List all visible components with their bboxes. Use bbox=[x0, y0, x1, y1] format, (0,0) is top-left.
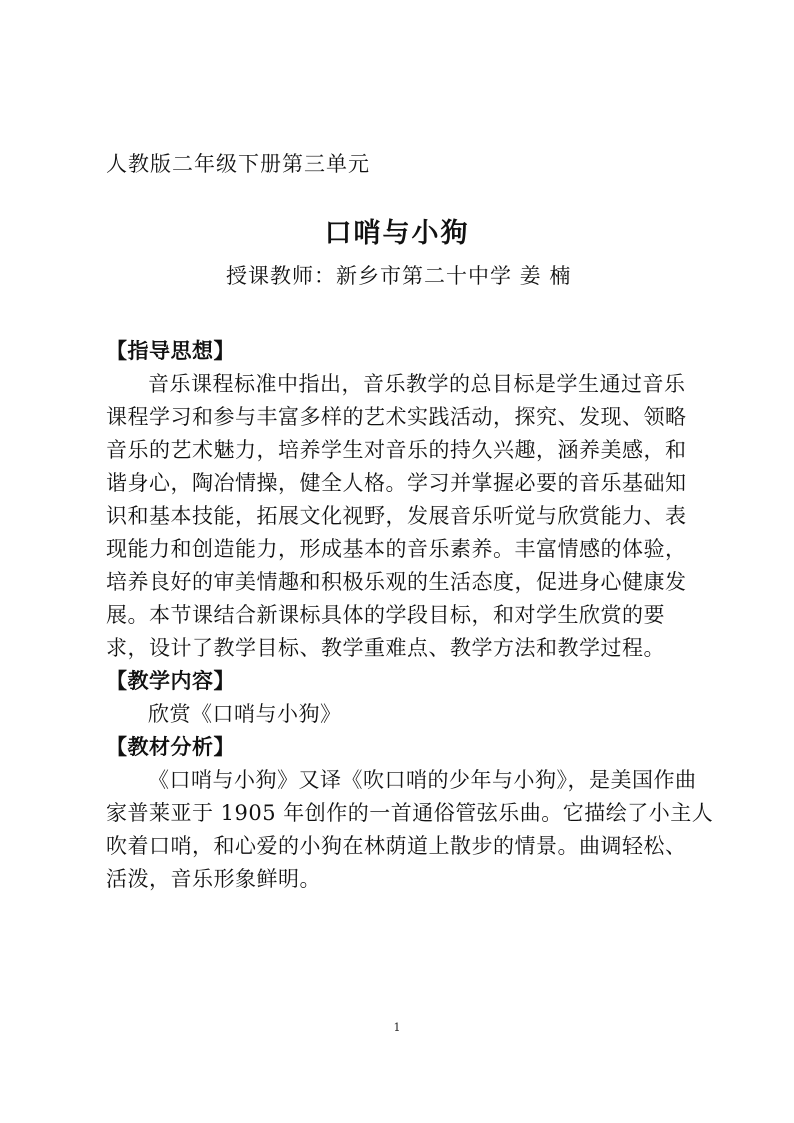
paragraph-line: 谐身心，陶冶情操，健全人格。学习并掌握必要的音乐基础知 bbox=[106, 471, 687, 495]
document-body bbox=[106, 335, 714, 896]
paragraph-line: 《口哨与小狗》又译《吹口哨的少年与小狗》，是美国作曲 bbox=[148, 768, 697, 792]
document-header: 人教版二年级下册第三单元 bbox=[106, 152, 370, 176]
paragraph-line: 求，设计了教学目标、教学重难点、教学方法和教学过程。 bbox=[106, 636, 665, 660]
paragraph-line: 展。本节课结合新课标具体的学段目标，和对学生欣赏的要 bbox=[106, 603, 665, 627]
paragraph-line: 吹着口哨，和心爱的小狗在林荫道上散步的情景。曲调轻松、 bbox=[106, 834, 687, 858]
paragraph-line: 现能力和创造能力，形成基本的音乐素养。丰富情感的体验， bbox=[106, 537, 687, 561]
paragraph-line: 活泼，音乐形象鲜明。 bbox=[106, 867, 321, 891]
section-heading-guiding: 【指导思想】 bbox=[106, 339, 235, 363]
document-title: 口哨与小狗 bbox=[324, 218, 470, 249]
page-number: 1 bbox=[393, 1021, 401, 1034]
paragraph-line: 培养良好的审美情趣和积极乐观的生活态度，促进身心健康发 bbox=[106, 570, 687, 594]
paragraph-line: 识和基本技能，拓展文化视野，发展音乐听觉与欣赏能力、表 bbox=[106, 504, 687, 528]
section-heading-analysis: 【教材分析】 bbox=[106, 735, 235, 759]
paragraph-line: 音乐的艺术魅力，培养学生对音乐的持久兴趣，涵养美感，和 bbox=[106, 438, 687, 462]
paragraph-line: 家普莱亚于 1905 年创作的一首通俗管弦乐曲。它描绘了小主人 bbox=[106, 801, 714, 825]
paragraph-line: 音乐课程标准中指出，音乐教学的总目标是学生通过音乐 bbox=[148, 372, 686, 396]
section-heading-content: 【教学内容】 bbox=[106, 669, 235, 693]
paragraph-line: 课程学习和参与丰富多样的艺术实践活动，探究、发现、领略 bbox=[106, 405, 687, 429]
paragraph-line: 欣赏《口哨与小狗》 bbox=[148, 702, 342, 726]
teacher-info: 授课教师：新乡市第二十中学 姜 楠 bbox=[226, 264, 572, 288]
